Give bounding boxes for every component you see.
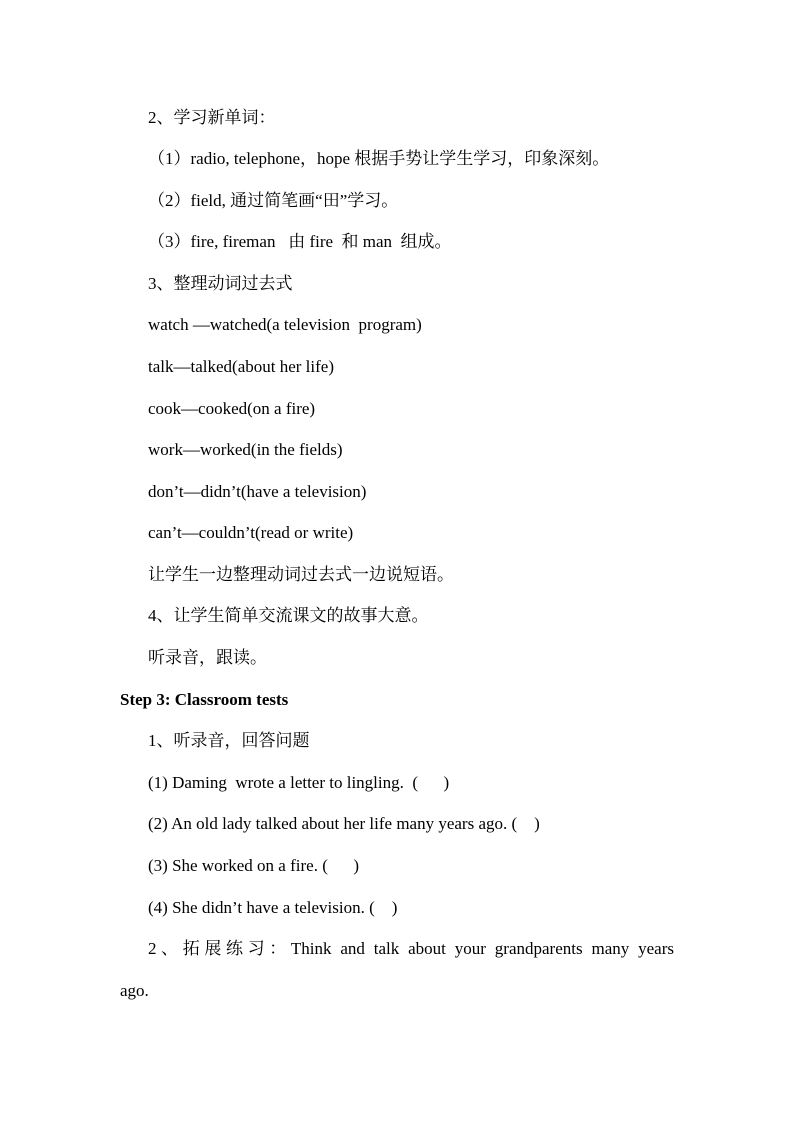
verb-past-tense-line: talk—talked(about her life): [148, 357, 334, 376]
vocab-item-1: （1）radio, telephone，hope 根据手势让学生学习，印象深刻。: [148, 149, 610, 168]
section-2-heading: 2、学习新单词：: [148, 108, 276, 127]
verb-past-tense-line: work—worked(in the fields): [148, 440, 343, 459]
test-question-3: (3) She worked on a fire. ( ): [148, 856, 360, 875]
test-instruction: 1、听录音，回答问题: [148, 731, 310, 750]
vocab-item-3: （3）fire, fireman 由 fire 和 man 组成。: [148, 232, 452, 251]
test-question-2: (2) An old lady talked about her life many years ago. ( ): [148, 814, 540, 833]
step3-heading: Step 3: Classroom tests: [120, 690, 289, 709]
verb-past-tense-line: don’t—didn’t(have a television): [148, 482, 367, 501]
verb-past-tense-line: cook—cooked(on a fire): [148, 399, 316, 418]
test-question-4: (4) She didn’t have a television. ( ): [148, 898, 398, 917]
instruction-line: 让学生一边整理动词过去式一边说短语。: [148, 565, 454, 584]
vocab-item-2: （2）field, 通过简笔画“田”学习。: [148, 191, 399, 210]
verb-past-tense-line: watch —watched(a television program): [148, 315, 422, 334]
section-3-heading: 3、整理动词过去式: [148, 274, 293, 293]
instruction-line: 听录音，跟读。: [148, 648, 267, 667]
test-question-1: (1) Daming wrote a letter to lingling. ( ): [148, 773, 450, 792]
extension-exercise: 2、拓展练习：Think and talk about your grandparents many years: [148, 939, 674, 958]
verb-past-tense-line: can’t—couldn’t(read or write): [148, 523, 354, 542]
section-4-heading: 4、让学生简单交流课文的故事大意。: [148, 606, 429, 625]
extension-exercise-continued: ago.: [120, 981, 149, 1000]
